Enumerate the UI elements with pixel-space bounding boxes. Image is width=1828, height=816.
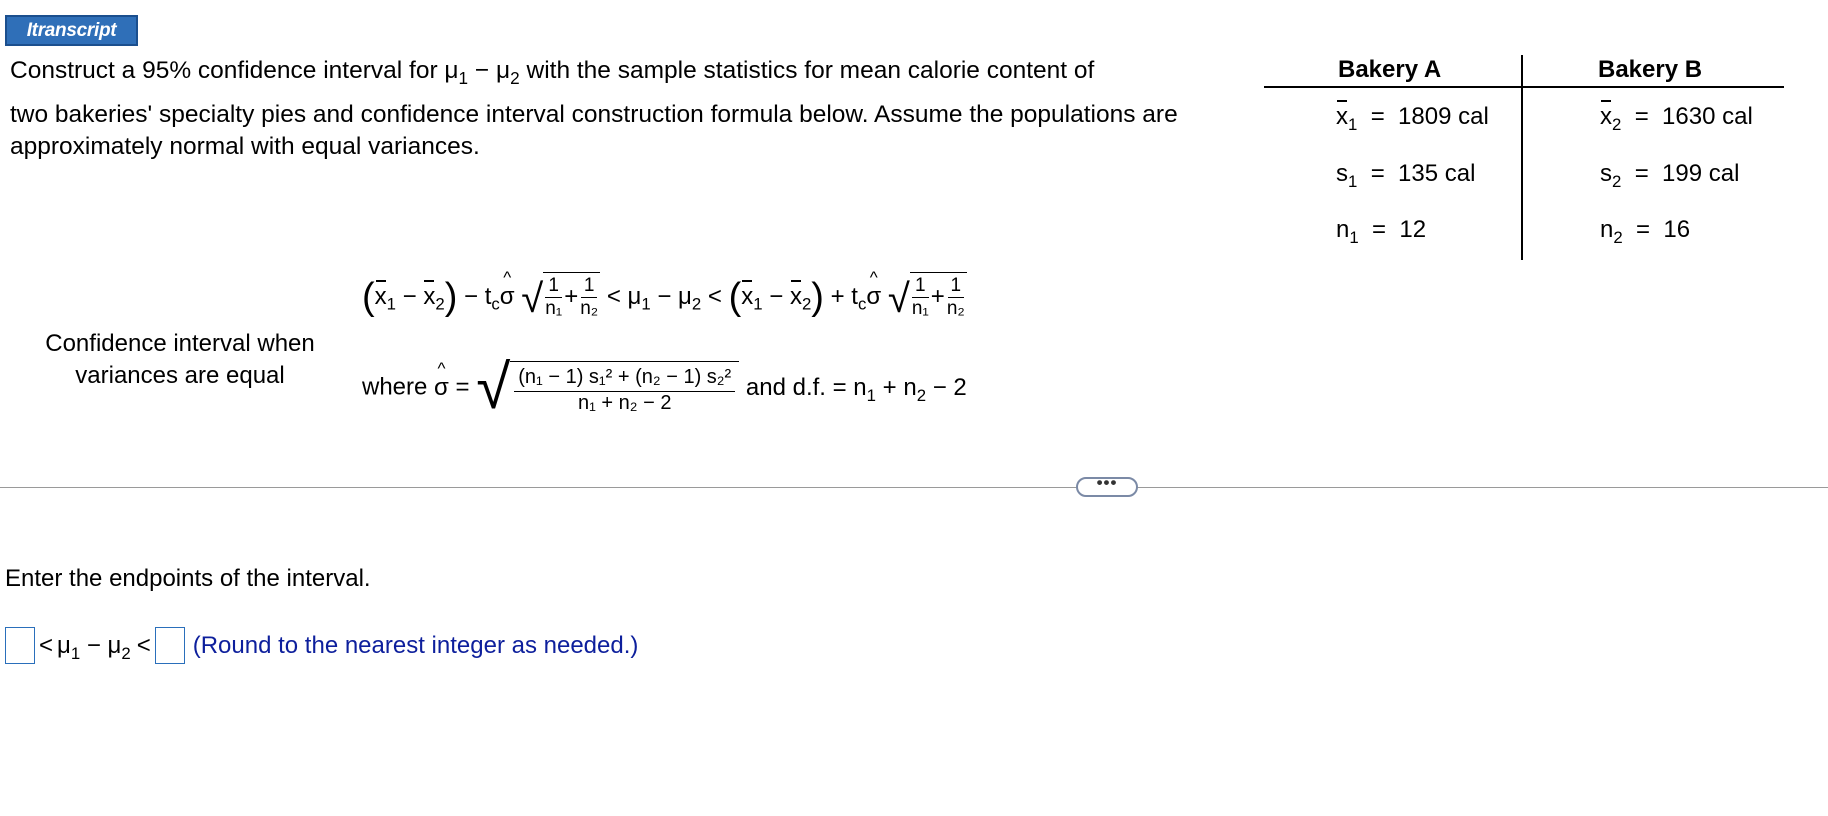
bakery-a-mean: [1336, 103, 1489, 134]
value: 16: [1663, 216, 1691, 243]
formula-label-line: variances are equal: [75, 362, 285, 389]
xbar-symbol: x: [374, 282, 387, 310]
fraction: [912, 275, 929, 320]
bakery-a-sd: [1336, 160, 1476, 191]
subscript: 2: [691, 294, 702, 314]
paren: ): [444, 275, 458, 318]
numerator: 1: [545, 275, 562, 298]
xbar-symbol: x: [1600, 103, 1612, 130]
n-symbol: n: [1336, 216, 1350, 243]
denominator: n₁: [911, 298, 929, 319]
sigma-hat: ^ σ: [434, 374, 449, 402]
where-text: where: [362, 373, 428, 401]
formula-label-line: Confidence interval when: [45, 330, 315, 357]
question-line-1: [10, 55, 1094, 87]
sqrt-symbol: √: [887, 276, 910, 321]
formula-label: [20, 328, 340, 392]
subscript: 2: [801, 294, 812, 314]
fraction: [580, 275, 598, 320]
equals: =: [455, 373, 470, 401]
xbar-symbol: x: [789, 282, 802, 310]
equals: =: [1636, 216, 1651, 243]
subscript: 1: [1349, 227, 1359, 247]
equals: =: [1634, 103, 1649, 130]
section-divider: [0, 487, 1828, 488]
value: 12: [1399, 216, 1427, 243]
table-header-bakery-b: Bakery B: [1598, 56, 1703, 83]
minus: −: [468, 57, 497, 84]
s-symbol: s: [1336, 160, 1348, 187]
bakery-b-sd: [1600, 160, 1740, 191]
sigma-hat: ^ σ: [500, 283, 515, 311]
subscript: 2: [510, 68, 520, 88]
xbar-symbol: x: [1336, 103, 1348, 130]
question-line-2: two bakeries' specialty pies and confidence interval construction formula below. Assume the populations are: [10, 101, 1178, 128]
subscript: 2: [1613, 227, 1623, 247]
subscript: 1: [386, 294, 396, 314]
s-symbol: s: [1600, 160, 1612, 187]
numerator: (n₁ − 1) s₁² + (n₂ − 1) s₂²: [514, 366, 735, 392]
denominator: n₂: [580, 298, 599, 319]
fraction: [947, 275, 965, 320]
upper-endpoint-input[interactable]: [155, 627, 185, 664]
xbar-symbol: x: [423, 282, 436, 310]
numerator: 1: [948, 275, 965, 298]
fraction: [545, 275, 562, 320]
paren: ): [811, 275, 824, 318]
df-part: − 2: [926, 373, 967, 401]
subscript: 1: [753, 294, 763, 314]
equals: =: [1634, 160, 1649, 187]
bakery-b-n: [1600, 216, 1691, 247]
value: 1630 cal: [1662, 103, 1753, 130]
equals: =: [1370, 160, 1385, 187]
paren: (: [728, 275, 742, 318]
bakery-b-mean: [1600, 103, 1753, 134]
sqrt-symbol: √: [521, 276, 544, 321]
lower-endpoint-input[interactable]: [5, 627, 35, 664]
less-than: <: [136, 631, 151, 659]
question-text: Construct a 95% confidence interval for: [10, 57, 445, 84]
subscript: c: [857, 294, 867, 314]
mu-symbol: μ: [496, 57, 511, 84]
mu-diff: $\mu_1 - \mu_2$: [57, 631, 131, 663]
question-line-3: approximately normal with equal variances.: [10, 133, 480, 160]
value: 1809 cal: [1398, 103, 1489, 130]
question-text: with the sample statistics for mean calorie content of: [519, 57, 1095, 84]
subscript: 1: [1348, 114, 1358, 134]
sqrt-body: [510, 361, 739, 415]
xbar-symbol: x: [741, 282, 754, 310]
equals: =: [1370, 103, 1385, 130]
answer-row: [5, 627, 638, 664]
sqrt-body: $\frac{1}{\text{n₁}}$ + $\frac{1}{\text{n₂}}$: [543, 272, 600, 320]
subscript: c: [491, 294, 500, 314]
less-than: <: [39, 631, 54, 659]
sqrt-body: $\frac{1}{\text{n₁}}$ + $\frac{1}{\text{n₂}}$: [910, 272, 967, 320]
bakery-a-n: [1336, 216, 1427, 247]
numerator: 1: [581, 275, 598, 298]
subscript: 2: [435, 294, 445, 314]
numerator: 1: [912, 275, 929, 298]
value: 199 cal: [1662, 160, 1740, 187]
denominator: n₁ + n₂ − 2: [578, 391, 672, 414]
subscript: 2: [1612, 114, 1622, 134]
mu-symbol: μ: [444, 57, 459, 84]
df-text: and d.f. = $n_1 + n_2 - 2$: [745, 373, 967, 405]
subscript: 1: [1348, 171, 1358, 191]
value: 135 cal: [1398, 160, 1476, 187]
sqrt-symbol: √: [476, 353, 511, 422]
rounding-hint: (Round to the nearest integer as needed.): [192, 631, 639, 659]
paren: (: [362, 275, 375, 318]
expand-more-button[interactable]: •••: [1076, 477, 1138, 497]
denominator: n₁: [545, 298, 563, 319]
subscript: 2: [1612, 171, 1622, 191]
subscript: 1: [641, 294, 651, 314]
answer-instruction: Enter the endpoints of the interval.: [5, 565, 371, 592]
ci-formula: $(x_1 - x_2)$ − $t_c\^{}$ σ √ $\frac{1}{\text{n₁}}$ + $\frac{1}{\text{n₂}}$ < $\mu_1 - \mu_2 < (x_1 - x_2)$ + $t_c\^{}$ σ √ $\frac{1}{\text{n₁}}$ + $\frac{1}{\text{n₂}}$: [362, 272, 967, 322]
df-part: + n: [876, 373, 917, 401]
subscript: 1: [458, 68, 469, 88]
denominator: n₂: [946, 298, 965, 319]
sigma-hat: ^ σ: [866, 283, 881, 311]
stats-table-rule: [1264, 86, 1784, 88]
equals: =: [1372, 216, 1387, 243]
sigma-formula: [362, 352, 967, 423]
stats-table-divider: [1521, 55, 1523, 260]
transcript-button[interactable]: Itranscript: [5, 15, 138, 46]
df-part: and d.f. = n: [745, 373, 867, 401]
n-symbol: n: [1600, 216, 1614, 243]
table-header-bakery-a: Bakery A: [1338, 56, 1442, 83]
